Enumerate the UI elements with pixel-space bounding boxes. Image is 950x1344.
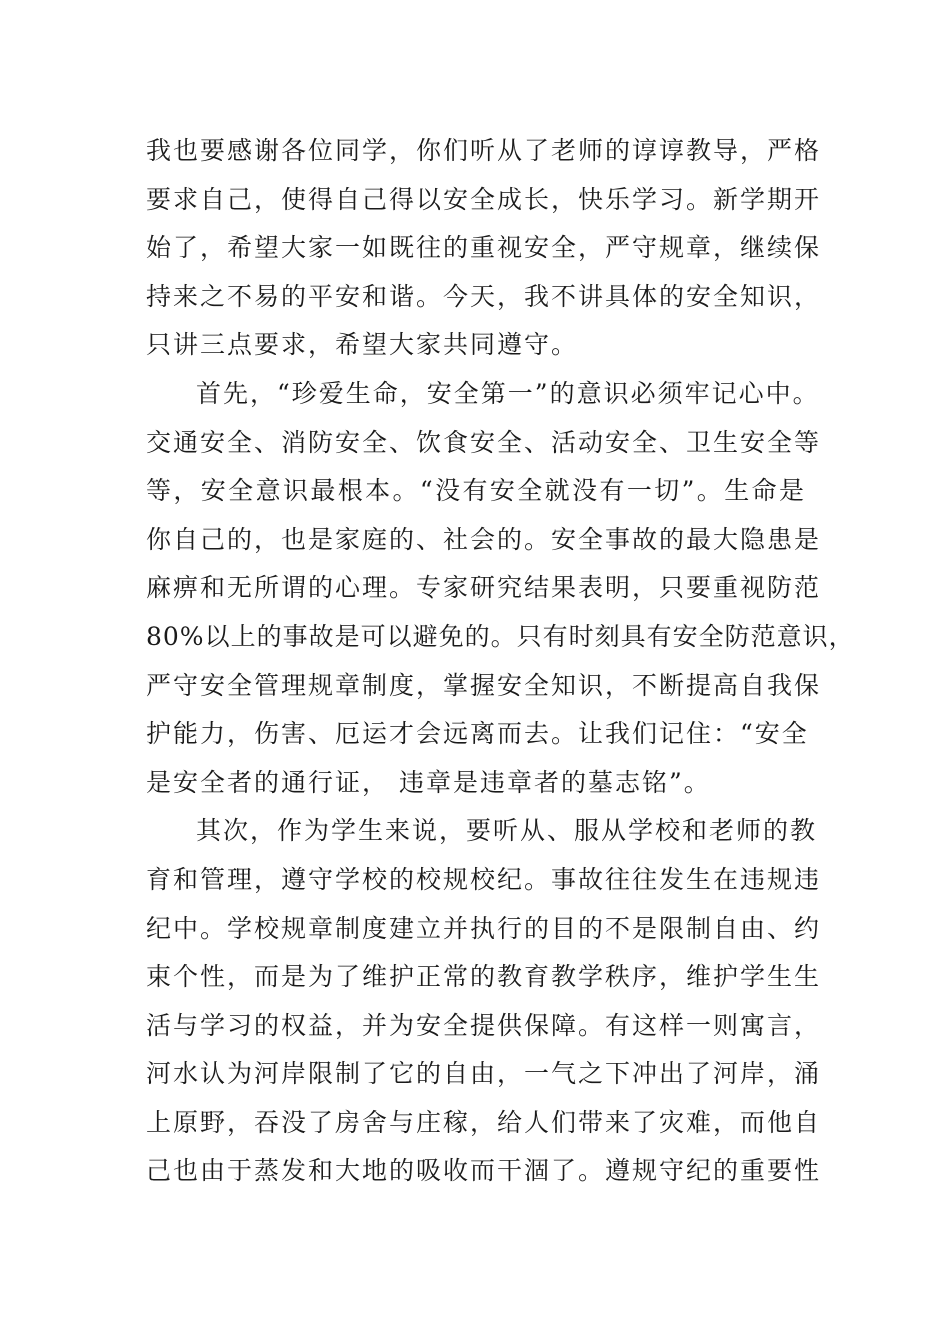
text-line: 只讲三点要求，希望大家共同遵守。 [146,330,579,360]
text-line: 交通安全、消防安全、饮食安全、活动安全、卫生安全等 [146,427,822,457]
text-line: 河水认为河岸限制了它的自由，一气之下冲出了河岸，涌 [146,1059,822,1089]
text-line: 是安全者的通行证， 违章是违章者的墓志铭”。 [146,767,711,797]
text-line: 要求自己，使得自己得以安全成长，快乐学习。新学期开 [146,184,822,214]
paragraph-1 [146,127,822,370]
text-line: 纪中。学校规章制度建立并执行的目的不是限制自由、约 [146,913,822,943]
text-line: 己也由于蒸发和大地的吸收而干涸了。遵规守纪的重要性 [146,1156,822,1186]
text-line: 持来之不易的平安和谐。今天，我不讲具体的安全知识， [146,281,822,311]
text-line: 80%以上的事故是可以避免的。只有时刻具有安全防范意识， [146,621,855,651]
text-line: 麻痹和无所谓的心理。专家研究结果表明，只要重视防范 [146,573,822,603]
text-line: 育和管理，遵守学校的校规校纪。事故往往发生在违规违 [146,864,822,894]
paragraph-3 [146,807,822,1196]
body-text [146,127,855,1196]
text-line: 其次，作为学生来说，要听从、服从学校和老师的教 [196,816,818,846]
text-line: 我也要感谢各位同学，你们听从了老师的谆谆教导，严格 [146,136,822,165]
text-line: 活与学习的权益，并为安全提供保障。有这样一则寓言， [146,1010,822,1040]
paragraph-2 [146,370,855,807]
text-line: 始了，希望大家一如既往的重视安全，严守规章，继续保 [146,233,822,263]
text-line: 你自己的，也是家庭的、社会的。安全事故的最大隐患是 [146,524,822,554]
text-line: 等，安全意识最根本。“没有安全就没有一切”。生命是 [146,476,806,506]
text-line: 束个性，而是为了维护正常的教育教学秩序，维护学生生 [146,962,822,992]
text-line: 严守安全管理规章制度，掌握安全知识，不断提高自我保 [146,670,822,700]
text-line: 护能力，伤害、厄运才会远离而去。让我们记住：“安全 [146,719,809,749]
text-line: 上原野，吞没了房舍与庄稼，给人们带来了灾难，而他自 [146,1107,822,1137]
text-line: 首先，“珍爱生命，安全第一”的意识必须牢记心中。 [196,378,820,408]
